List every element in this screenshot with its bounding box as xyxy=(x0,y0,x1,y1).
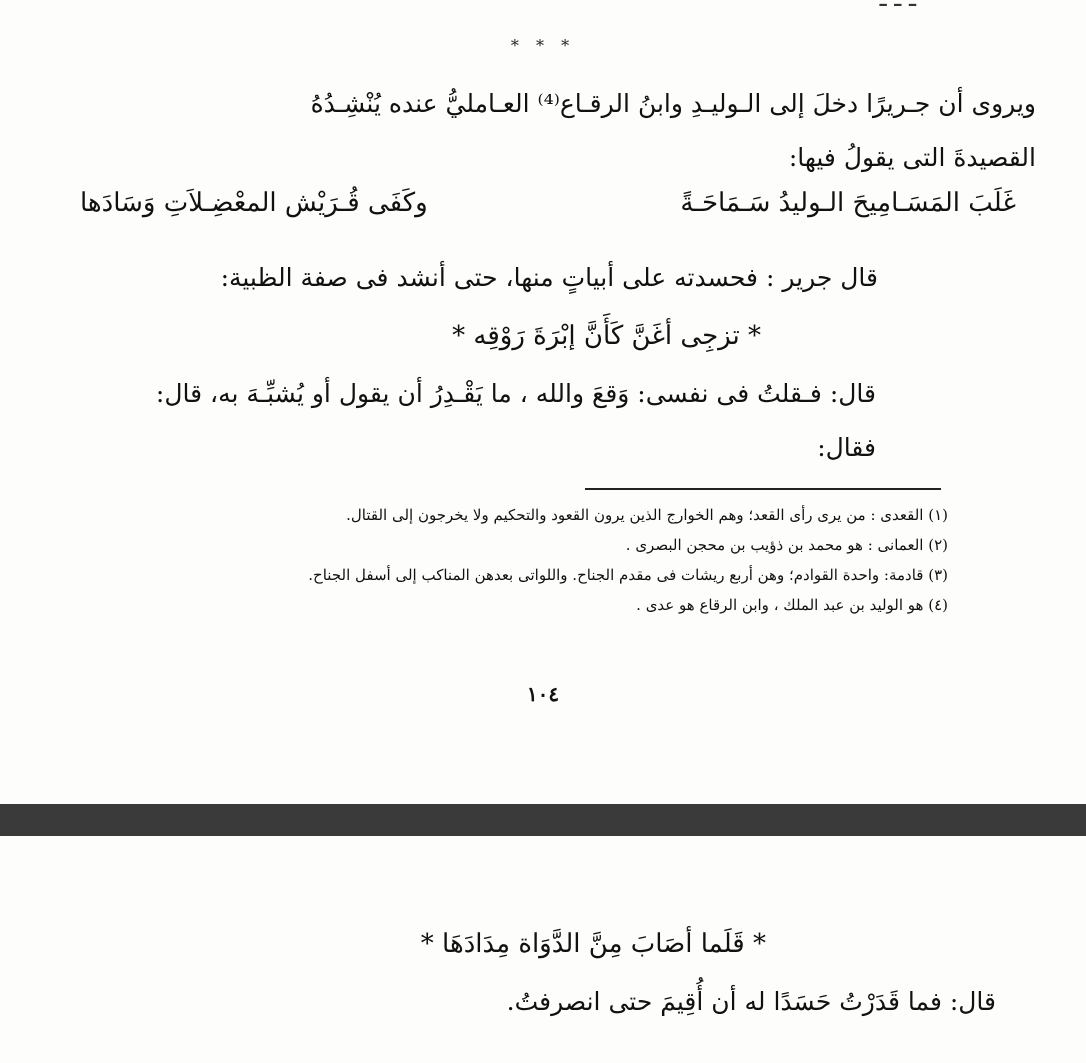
footnote: (٤) هو الوليد بن عبد الملك ، وابن الرقاع هو عدى . xyxy=(636,596,948,614)
paragraph-line: فقال: xyxy=(817,433,876,462)
verse-second-hemistich: وكَفَى قُـرَيْش المعْضِـلاَتِ وَسَادَها xyxy=(80,188,428,218)
footnote: (٢) العمانى : هو محمد بن ذؤيب بن محجن البصرى . xyxy=(625,536,948,554)
footnote: (٣) قادمة: واحدة القوادم؛ وهن أربع ريشات فى مقدم الجناح. واللواتى بعدهن المناكب إلى أسفل الجناح. xyxy=(308,566,948,584)
poem-verse xyxy=(80,188,1016,228)
verse-first-hemistich: غَلَبَ المَسَـامِيحَ الـوليدُ سَـمَاحَـةً xyxy=(680,188,1016,218)
verse-quote: * تزجِى أغَنَّ كَأَنَّ إبْرَةَ رَوْقِه * xyxy=(452,321,761,351)
section-separator: * * * xyxy=(510,36,576,55)
paragraph-line: القصيدةَ التى يقولُ فيها: xyxy=(788,143,1036,172)
footnote-rule xyxy=(585,488,941,490)
book-page-bottom xyxy=(0,836,1086,1063)
cropped-previous-line xyxy=(880,0,916,12)
verse-quote: * قَلَما أصَابَ مِنَّ الدَّوَاة مِدَادَهَا * xyxy=(420,929,766,959)
page-gap-bar xyxy=(0,804,1086,836)
paragraph-line: قال جرير : فحسدته على أبياتٍ منها، حتى أنشد فى صفة الظبية: xyxy=(220,263,878,292)
paragraph-line: ويروى أن جـريرًا دخلَ إلى الـوليـدِ وابنُ الرقـاع⁽⁴⁾ العـامليُّ عنده يُنْشِـدُهُ xyxy=(310,89,1036,118)
paragraph-line: قال: فـقلتُ فى نفسى: وَقعَ والله ، ما يَقْـدِرُ أن يقول أو يُشبِّـهَ به، قال: xyxy=(155,379,876,408)
footnote: (١) القعدى : من يرى رأى القعد؛ وهم الخوارج الذين يرون القعود والتحكيم ولا يخرجون إلى القتال. xyxy=(346,506,948,524)
paragraph-line: قال: فما قَدَرْتُ حَسَدًا له أن أُقِيمَ حتى انصرفتُ. xyxy=(506,987,996,1016)
page-number: ١٠٤ xyxy=(526,682,560,706)
